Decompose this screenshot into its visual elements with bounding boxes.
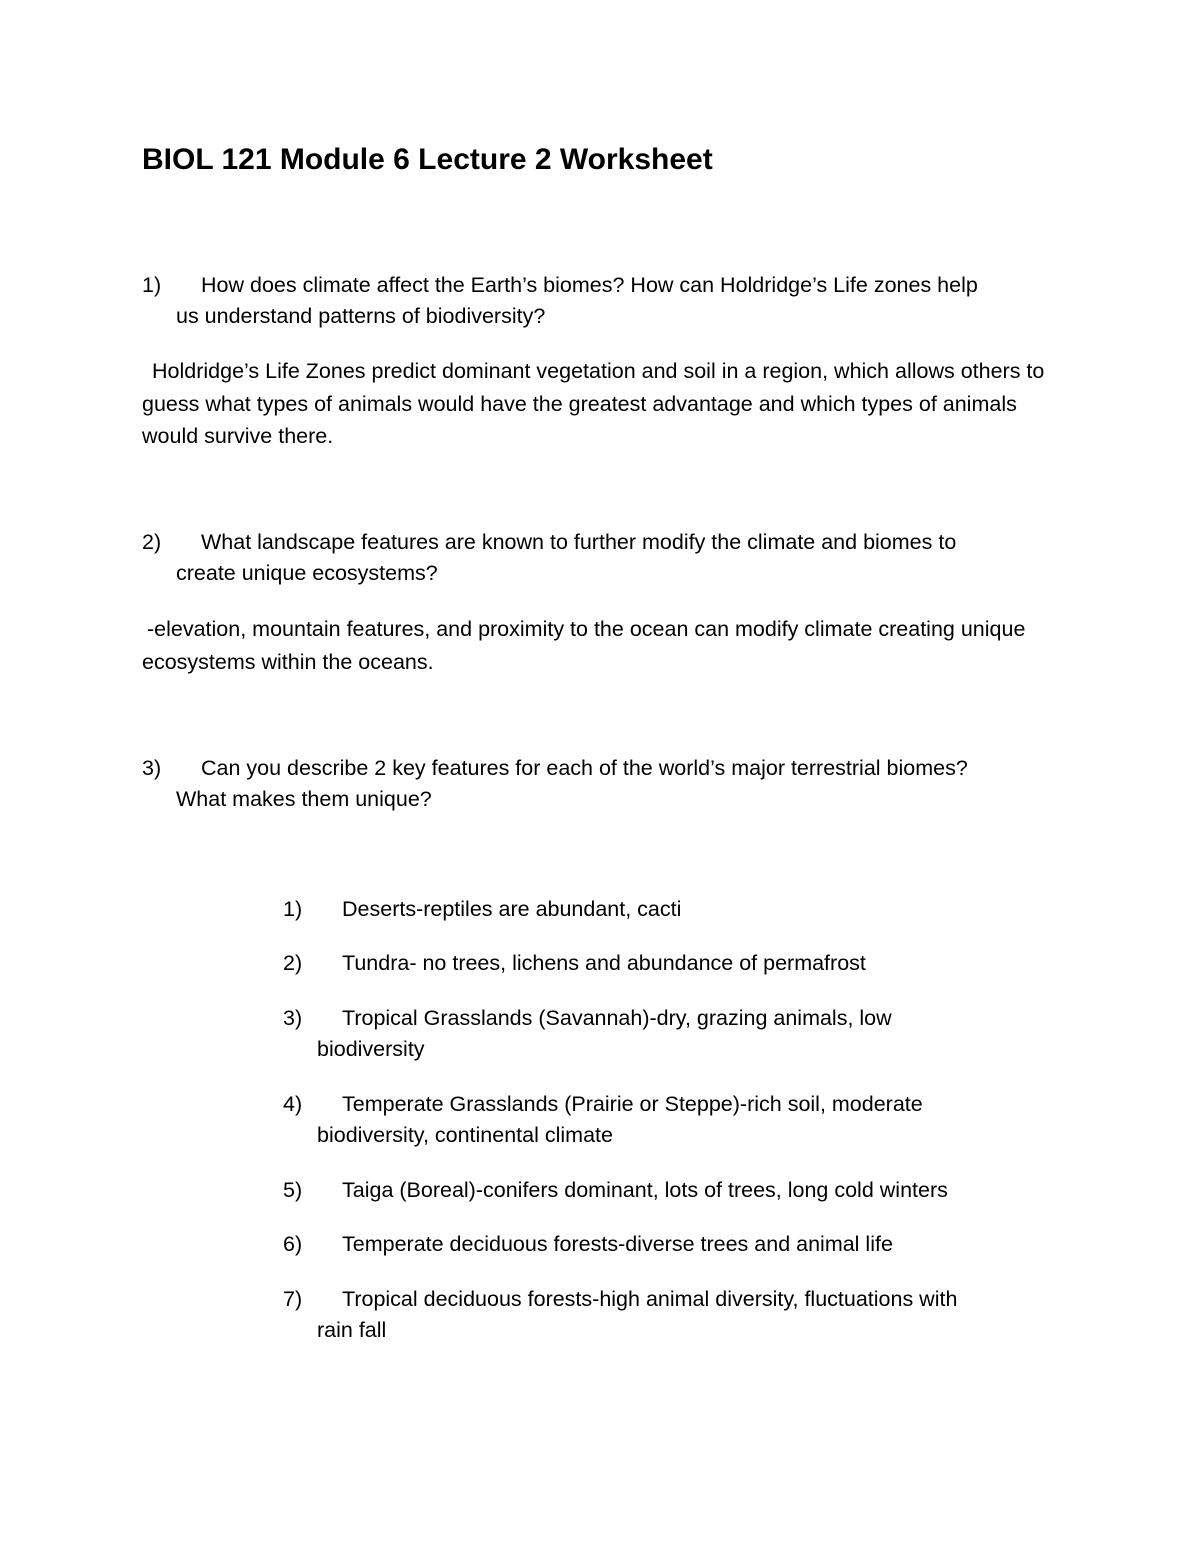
question-line: What landscape features are known to further modify the climate and biomes to [201,530,957,554]
list-item-text [283,1089,1023,1151]
list-item-text [283,948,1023,979]
list-item-text [283,1003,1023,1065]
question-line: What makes them unique? [176,787,432,811]
list-item [283,1284,1023,1346]
list-item-text [283,1175,1023,1206]
list-item-number: 6) [283,1232,303,1256]
list-item-line: Deserts-reptiles are abundant, cacti [342,897,682,921]
question-line: create unique ecosystems? [176,561,438,585]
list-item-line: Taiga (Boreal)-conifers dominant, lots of trees, long cold winters [342,1178,948,1202]
list-item-text [283,1229,1023,1260]
question-text [142,270,1062,332]
question-text [142,753,1062,815]
list-item-number: 5) [283,1178,303,1202]
list-item [283,1003,1023,1065]
question-line: us understand patterns of biodiversity? [176,304,546,328]
question-line: How does climate affect the Earth’s biomes? How can Holdridge’s Life zones help [201,273,978,297]
question-2 [142,527,1062,589]
list-item-line: biodiversity [317,1037,425,1061]
answer-1: Holdridge’s Life Zones predict dominant vegetation and soil in a region, which allows others to guess what types of animals would have the greatest advantage and which types of animals would survive there. [142,359,1045,448]
question-number: 1) [142,273,162,297]
answer-2: -elevation, mountain features, and proximity to the ocean can modify climate creating unique ecosystems within the oceans. [142,617,1026,674]
list-item-number: 1) [283,897,303,921]
list-item-number: 7) [283,1287,303,1311]
list-item [283,1175,1023,1206]
list-item [283,1089,1023,1151]
list-item [283,1229,1023,1260]
list-item-text [283,1284,1023,1346]
question-1 [142,270,1062,332]
question-text [142,527,1062,589]
list-item-number: 4) [283,1092,303,1116]
question-number: 2) [142,530,162,554]
list-item-line: Tundra- no trees, lichens and abundance of permafrost [342,951,866,975]
page-title: BIOL 121 Module 6 Lecture 2 Worksheet [142,143,713,176]
list-item [283,948,1023,979]
list-item [283,894,1023,925]
list-item-text [283,894,1023,925]
list-item-line: biodiversity, continental climate [317,1123,613,1147]
list-item-line: Tropical deciduous forests-high animal diversity, fluctuations with [342,1287,958,1311]
list-item-line: Tropical Grasslands (Savannah)-dry, grazing animals, low [342,1006,892,1030]
question-number: 3) [142,756,162,780]
question-3 [142,753,1062,815]
question-line: Can you describe 2 key features for each of the world’s major terrestrial biomes? [201,756,968,780]
list-item-line: Temperate Grasslands (Prairie or Steppe)-rich soil, moderate [342,1092,923,1116]
list-item-number: 3) [283,1006,303,1030]
list-item-line: Temperate deciduous forests-diverse trees and animal life [342,1232,893,1256]
list-item-line: rain fall [317,1318,387,1342]
list-item-number: 2) [283,951,303,975]
